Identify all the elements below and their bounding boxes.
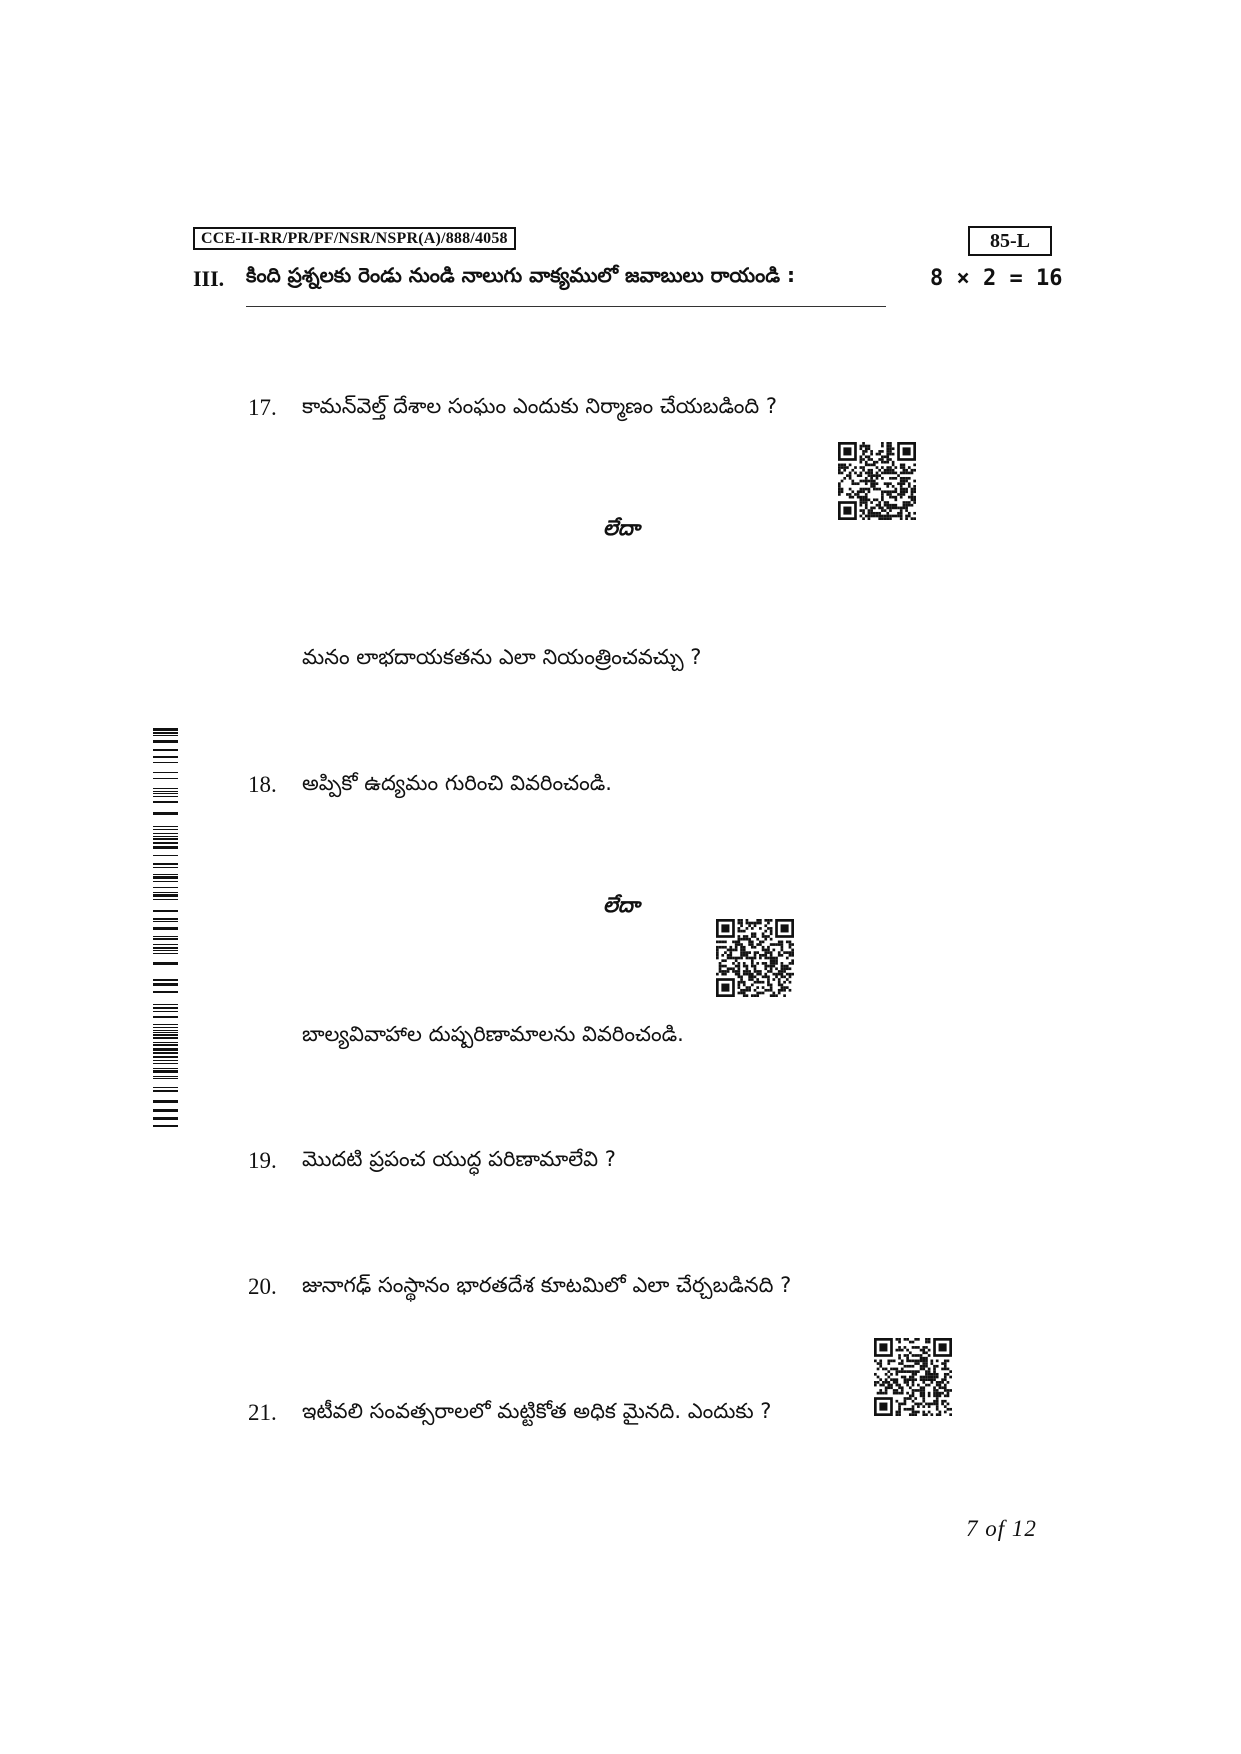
question-18-number: 18. [248,772,277,797]
page-number: 7 of 12 [966,1516,1037,1541]
question-18-text: అప్పికో ఉద్యమం గురించి వివరించండి. [302,771,612,795]
question-17-alt-text: మనం లాభదాయకతను ఎలా నియంత్రించవచ్చు ? [302,645,702,669]
qr-code-icon [874,1338,952,1416]
question-20-text: జునాగఢ్ సంస్థానం భారతదేశ కూటమిలో ఎలా చేర్చబడినది ? [302,1273,792,1297]
section-number: III. [193,266,225,291]
section-underline [246,306,886,307]
barcode-icon [153,728,178,1128]
question-18-or-label: లేదా [603,893,640,917]
question-19-text: మొదటి ప్రపంచ యుద్ధ పరిణామాలేవి ? [302,1147,616,1171]
exam-code-box: CCE-II-RR/PR/PF/NSR/NSPR(A)/888/4058 [193,227,516,250]
question-19-number: 19. [248,1148,277,1173]
question-18-alt-text: బాల్యవివాహాల దుష్పరిణామాలను వివరించండి. [302,1022,684,1046]
qr-code-icon [716,919,794,997]
question-21-text: ఇటీవలి సంవత్సరాలలో మట్టికోత అధిక మైనది. ఎందుకు ? [302,1399,772,1423]
section-marks: 8 × 2 = 16 [930,266,1063,291]
qr-code-icon [838,442,916,520]
section-instruction: కింది ప్రశ్నలకు రెండు నుండి నాలుగు వాక్యములో జవాబులు రాయండి : [246,263,795,287]
question-17-or-label: లేదా [603,516,640,540]
question-17-text: కామన్‌వెల్త్ దేశాల సంఘం ఎందుకు నిర్మాణం చేయబడింది ? [302,394,778,418]
paper-code-box: 85-L [968,226,1052,256]
question-17-number: 17. [248,395,277,420]
question-20-number: 20. [248,1274,277,1299]
question-21-number: 21. [248,1400,277,1425]
